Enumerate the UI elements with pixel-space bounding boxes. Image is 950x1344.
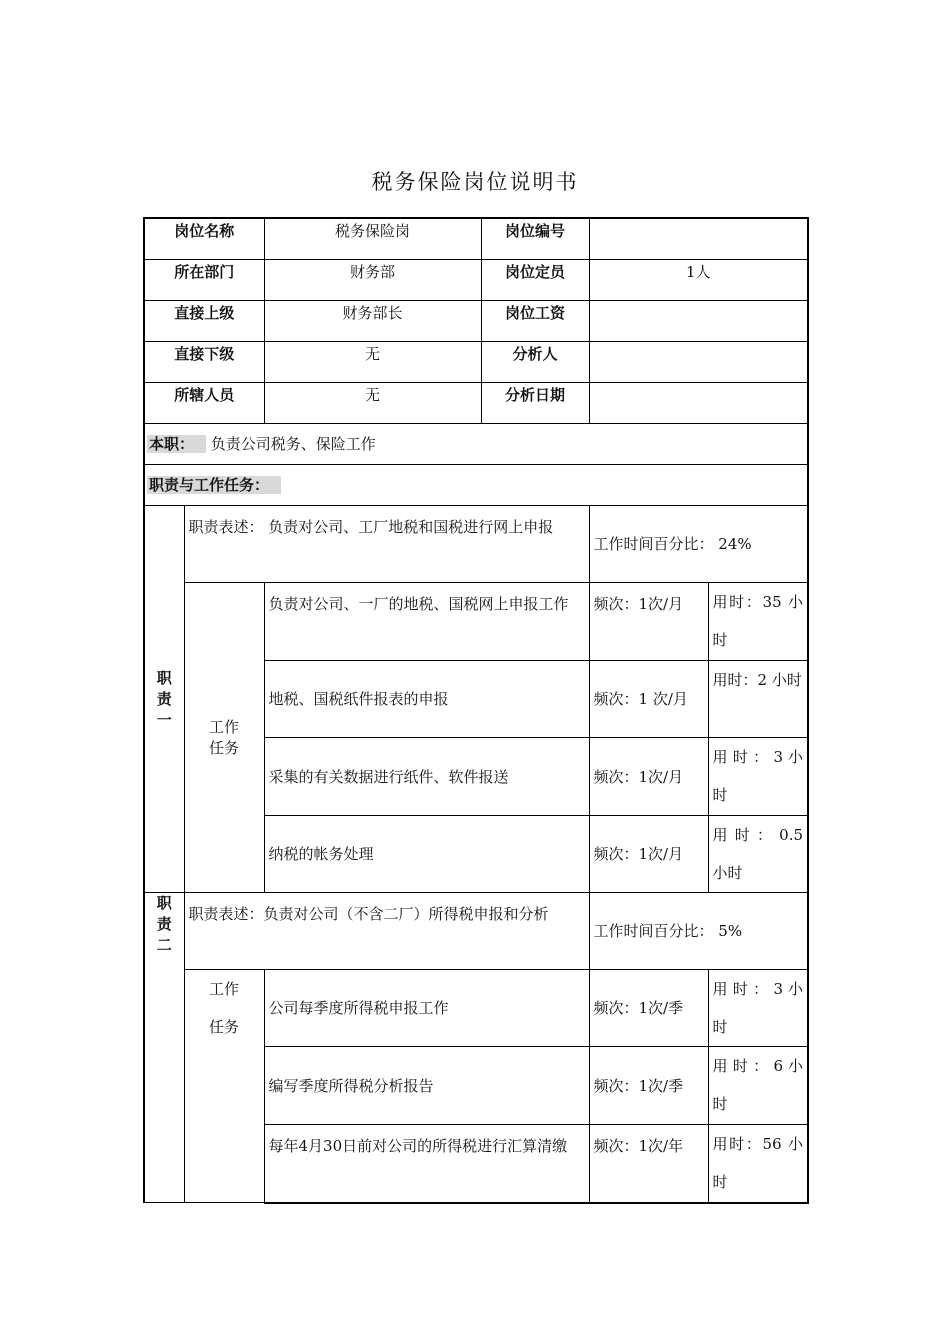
task-time: 用 时 ： 6 小时 [708,1047,808,1125]
task-description: 公司每季度所得税申报工作 [264,970,589,1047]
responsibilities-header-row [144,465,808,506]
job-description-table [143,217,809,1204]
info-value [589,301,808,342]
header-label-pad [271,476,281,494]
info-label: 岗位定员 [481,260,589,301]
duty-label: 本职： [149,434,195,453]
info-label: 岗位名称 [144,218,264,260]
responsibilities-header: 职责与工作任务： [149,475,270,494]
info-value: 财务部 [264,260,481,301]
info-value [589,218,808,260]
task-frequency: 频次：1次/季 [589,970,708,1047]
task-description: 纳税的帐务处理 [264,816,589,893]
task-frequency: 频次：1 次/月 [589,661,708,738]
page-title: 税务保险岗位说明书 [371,170,579,194]
duty-label-pad [196,435,206,453]
task-time: 用 时 ： 0.5 小时 [708,816,808,893]
task-time: 用 时 ： 3 小时 [708,738,808,816]
info-label: 岗位工资 [481,301,589,342]
info-value [589,342,808,383]
task-time: 用时：56 小时 [708,1125,808,1203]
task-group-label: 工作 任务 [184,970,264,1203]
task-frequency: 频次：1次/季 [589,1047,708,1125]
time-percentage: 工作时间百分比： 24% [589,506,808,583]
responsibility-name: 职 责 一 [144,506,184,893]
task-frequency: 频次：1次/年 [589,1125,708,1203]
responsibility-statement: 职责表述： 负责对公司、工厂地税和国税进行网上申报 [184,506,589,583]
info-value: 1人 [589,260,808,301]
info-row [144,301,808,342]
info-label: 所在部门 [144,260,264,301]
time-percentage: 工作时间百分比： 5% [589,893,808,970]
info-label: 岗位编号 [481,218,589,260]
task-description: 地税、国税纸件报表的申报 [264,661,589,738]
info-value: 财务部长 [264,301,481,342]
info-row [144,342,808,383]
info-label: 直接上级 [144,301,264,342]
task-group-label: 工作 任务 [184,583,264,893]
task-row [144,970,808,1047]
info-label: 直接下级 [144,342,264,383]
task-description: 采集的有关数据进行纸件、软件报送 [264,738,589,816]
task-row [144,583,808,661]
info-label: 所辖人员 [144,383,264,424]
task-time: 用 时 ： 3 小时 [708,970,808,1047]
task-time: 用时：35 小时 [708,583,808,661]
responsibility-statement-row [144,506,808,583]
task-frequency: 频次：1次/月 [589,583,708,661]
info-row [144,383,808,424]
duty-row [144,424,808,465]
task-frequency: 频次：1次/月 [589,816,708,893]
responsibility-name: 职 责 二 [144,893,184,1203]
info-label: 分析日期 [481,383,589,424]
task-description: 编写季度所得税分析报告 [264,1047,589,1125]
responsibility-statement: 职责表述：负责对公司（不含二厂）所得税申报和分析 [184,893,589,970]
info-value [589,383,808,424]
info-row [144,260,808,301]
info-value: 无 [264,383,481,424]
task-description: 每年4月30日前对公司的所得税进行汇算清缴 [264,1125,589,1203]
task-time: 用时：2 小时 [708,661,808,738]
info-label: 分析人 [481,342,589,383]
info-value: 税务保险岗 [264,218,481,260]
info-row [144,218,808,260]
duty-text: 负责公司税务、保险工作 [210,434,376,453]
info-value: 无 [264,342,481,383]
task-frequency: 频次：1次/月 [589,738,708,816]
task-description: 负责对公司、一厂的地税、国税网上申报工作 [264,583,589,661]
responsibility-statement-row [144,893,808,970]
